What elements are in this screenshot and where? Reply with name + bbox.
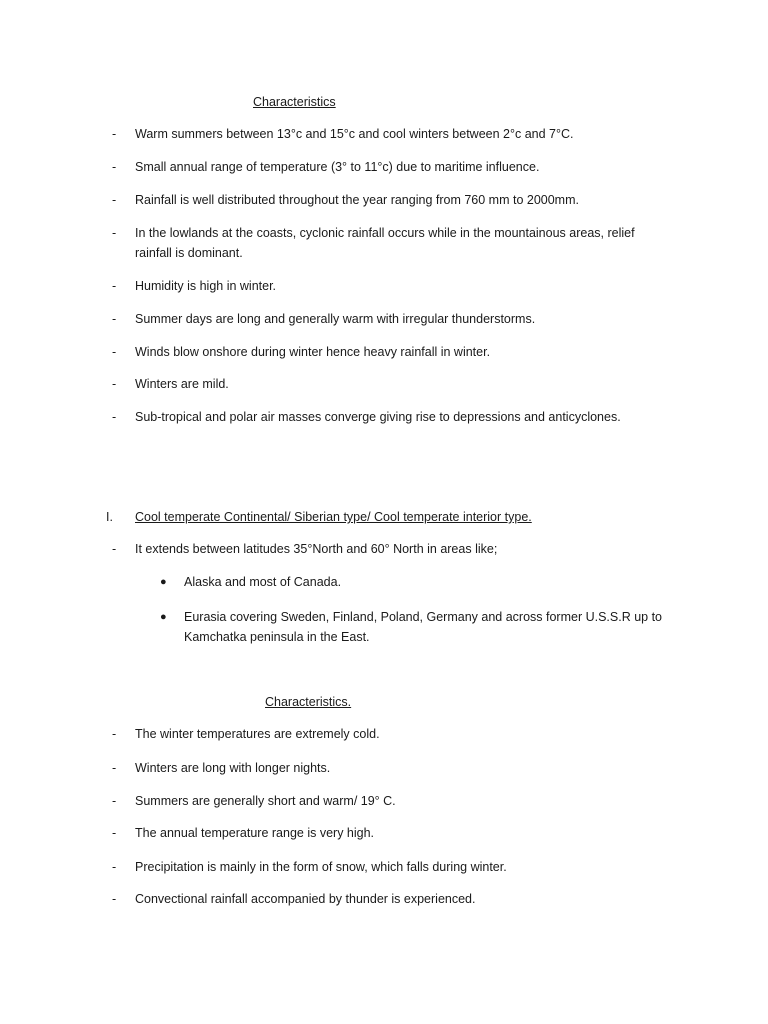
- list-item-text: The annual temperature range is very high.: [135, 826, 375, 840]
- dash-marker: -: [112, 345, 117, 359]
- list-item-text: Precipitation is mainly in the form of snow, which falls during winter.: [135, 860, 507, 874]
- list-item-text: Summer days are long and generally warm with irregular thunderstorms.: [135, 312, 536, 326]
- bullet-marker: ●: [160, 576, 167, 588]
- list-item-text: Sub-tropical and polar air masses converge giving rise to depressions and anticyclones.: [135, 410, 621, 424]
- dash-marker: -: [112, 761, 117, 775]
- list-item-text: Humidity is high in winter.: [135, 279, 277, 293]
- dash-marker: -: [112, 542, 117, 556]
- dash-marker: -: [112, 377, 117, 391]
- dash-marker: -: [112, 892, 117, 906]
- list-item-text: The winter temperatures are extremely cold.: [135, 727, 380, 741]
- list-item-text: Winters are long with longer nights.: [135, 761, 331, 775]
- dash-marker: -: [112, 279, 117, 293]
- bullet-item-text: Alaska and most of Canada.: [184, 575, 342, 589]
- list-item-text: Small annual range of temperature (3° to 11°c) due to maritime influence.: [135, 160, 540, 174]
- list-item-text: Warm summers between 13°c and 15°c and cool winters between 2°c and 7°C.: [135, 127, 574, 141]
- dash-marker: -: [112, 160, 117, 174]
- dash-marker: -: [112, 127, 117, 141]
- list-item-text: In the lowlands at the coasts, cyclonic rainfall occurs while in the mountainous areas, relief rainfall is dominant.: [135, 226, 635, 260]
- dash-marker: -: [112, 193, 117, 207]
- bullet-item-text: Eurasia covering Sweden, Finland, Poland, Germany and across former U.S.S.R up to Kamchatka peninsula in the East.: [184, 610, 663, 644]
- dash-marker: -: [112, 860, 117, 874]
- dash-marker: -: [112, 727, 117, 741]
- dash-marker: -: [112, 312, 117, 326]
- dash-marker: -: [112, 410, 117, 424]
- list-item-text: It extends between latitudes 35°North and 60° North in areas like;: [135, 542, 498, 556]
- list-item-text: Summers are generally short and warm/ 19° C.: [135, 794, 396, 808]
- list-item-text: Rainfall is well distributed throughout the year ranging from 760 mm to 2000mm.: [135, 193, 579, 207]
- roman-numeral: I.: [106, 510, 113, 524]
- dash-marker: -: [112, 826, 117, 840]
- section-heading-characteristics: Characteristics: [253, 95, 336, 109]
- dash-marker: -: [112, 794, 117, 808]
- section-heading-characteristics-2: Characteristics.: [265, 695, 352, 709]
- list-item-text: Winters are mild.: [135, 377, 229, 391]
- list-item-text: Winds blow onshore during winter hence heavy rainfall in winter.: [135, 345, 491, 359]
- list-item-text: Convectional rainfall accompanied by thunder is experienced.: [135, 892, 476, 906]
- section-title: Cool temperate Continental/ Siberian type/ Cool temperate interior type.: [135, 510, 532, 524]
- dash-marker: -: [112, 226, 117, 240]
- bullet-marker: ●: [160, 611, 167, 623]
